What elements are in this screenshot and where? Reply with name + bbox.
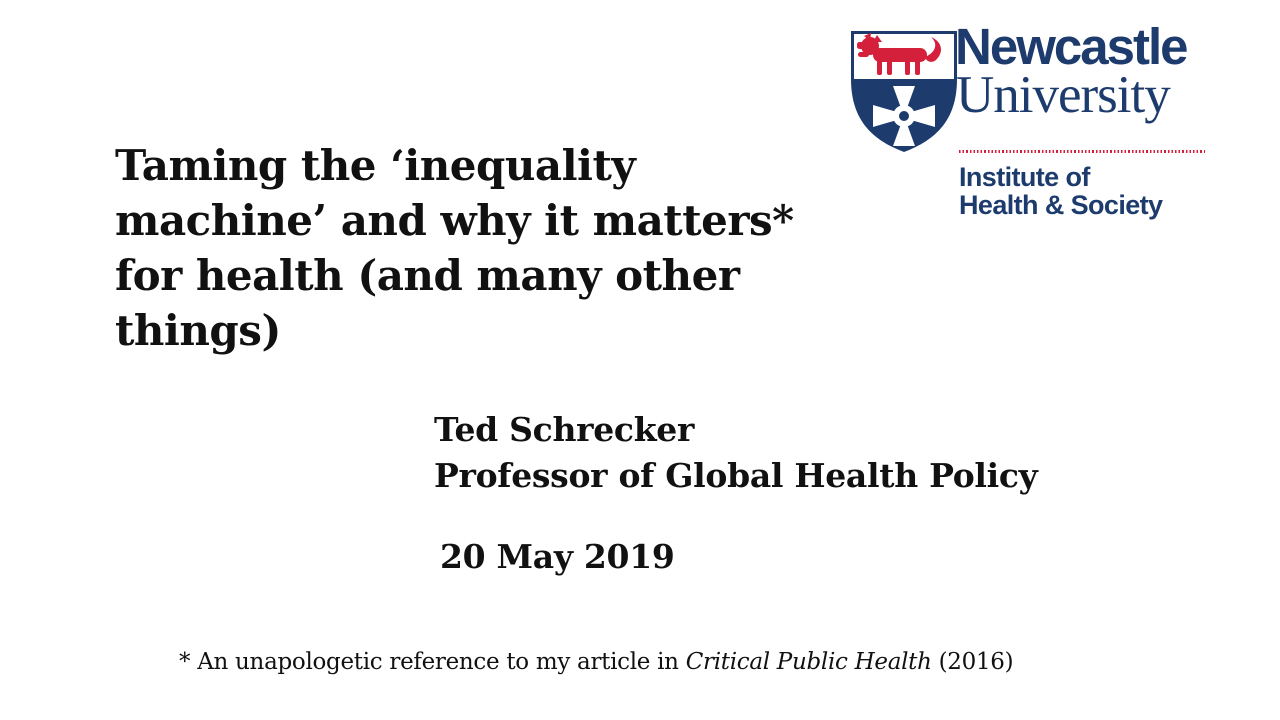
institute-name-line-1: Institute of (959, 162, 1090, 192)
footnote-journal-title: Critical Public Health (685, 649, 932, 675)
speaker-role: Professor of Global Health Policy (434, 456, 1038, 495)
institute-name-line-2: Health & Society (959, 190, 1163, 220)
newcastle-shield-icon (849, 29, 959, 154)
slide-title-line-2: machine’ and why it matters* (115, 196, 794, 245)
presentation-date: 20 May 2019 (440, 537, 675, 576)
university-logo (849, 18, 1249, 227)
logo-dotted-divider (959, 150, 1205, 153)
footnote-prefix: * An unapologetic reference to my article in (179, 649, 686, 675)
footnote (179, 646, 1013, 678)
speaker-block (434, 407, 1038, 499)
speaker-name: Ted Schrecker (434, 410, 695, 449)
logo-wordmark-newcastle: Newcastle (955, 18, 1187, 75)
slide-title-line-1: Taming the ‘inequality (115, 141, 636, 190)
logo-wordmark-university: University (956, 66, 1170, 124)
institute-name (959, 163, 1162, 219)
footnote-suffix: (2016) (931, 649, 1014, 675)
slide-title-line-3: for health (and many other (115, 251, 740, 300)
slide-title (115, 138, 905, 358)
slide-title-line-4: things) (115, 306, 281, 355)
